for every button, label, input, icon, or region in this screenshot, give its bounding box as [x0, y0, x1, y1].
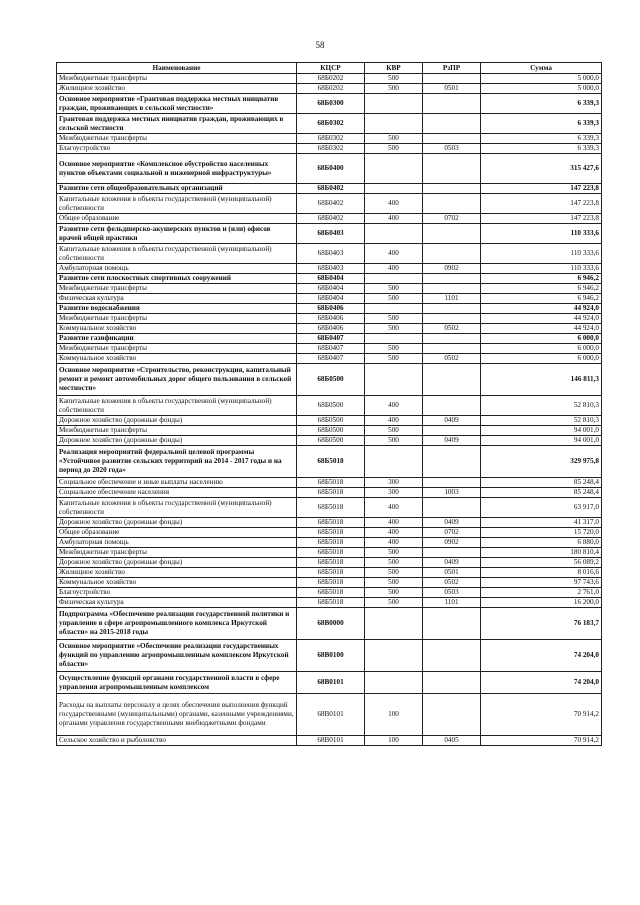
cell-kcsr: 68Б0500 — [297, 396, 365, 416]
cell-sum: 76 183,7 — [481, 608, 602, 640]
cell-kvr — [365, 640, 423, 672]
header-rzpr: РзПР — [423, 63, 481, 74]
cell-name: Амбулаторная помощь — [57, 264, 297, 274]
cell-sum: 6 946,2 — [481, 294, 602, 304]
cell-rzpr — [423, 396, 481, 416]
cell-name: Амбулаторная помощь — [57, 538, 297, 548]
cell-rzpr: 0501 — [423, 84, 481, 94]
cell-sum: 6 339,3 — [481, 114, 602, 134]
cell-name: Капитальные вложения в объекты государственной (муниципальной) собственности — [57, 194, 297, 214]
cell-rzpr — [423, 194, 481, 214]
cell-name: Межбюджетные трансферты — [57, 314, 297, 324]
cell-name: Развитие сети плоскостных спортивных сооружений — [57, 274, 297, 284]
cell-name: Развитие водоснабжения — [57, 304, 297, 314]
cell-kcsr: 68Б5018 — [297, 598, 365, 608]
cell-sum: 56 089,2 — [481, 558, 602, 568]
cell-kcsr: 68Б0404 — [297, 274, 365, 284]
cell-kcsr: 68Б5018 — [297, 558, 365, 568]
cell-name: Дорожное хозяйство (дорожные фонды) — [57, 416, 297, 426]
cell-rzpr: 1003 — [423, 488, 481, 498]
cell-name: Социальное обеспечение и иные выплаты населению — [57, 478, 297, 488]
cell-kvr — [365, 114, 423, 134]
cell-rzpr: 0409 — [423, 416, 481, 426]
cell-name: Жилищное хозяйство — [57, 84, 297, 94]
cell-sum: 44 924,0 — [481, 304, 602, 314]
cell-sum: 147 223,8 — [481, 184, 602, 194]
cell-kvr: 300 — [365, 478, 423, 488]
cell-sum: 329 975,8 — [481, 446, 602, 478]
cell-kvr: 500 — [365, 344, 423, 354]
cell-name: Капитальные вложения в объекты государственной (муниципальной) собственности — [57, 498, 297, 518]
cell-kcsr: 68Б5018 — [297, 578, 365, 588]
cell-name: Жилищное хозяйство — [57, 568, 297, 578]
cell-kcsr: 68Б0404 — [297, 294, 365, 304]
cell-kcsr: 68Б0406 — [297, 324, 365, 334]
cell-name: Физическая культура — [57, 598, 297, 608]
cell-rzpr: 0409 — [423, 436, 481, 446]
cell-kcsr: 68В0101 — [297, 736, 365, 746]
cell-sum: 5 000,0 — [481, 74, 602, 84]
cell-sum: 63 917,0 — [481, 498, 602, 518]
cell-rzpr — [423, 672, 481, 694]
cell-sum: 6 946,2 — [481, 284, 602, 294]
table-row — [57, 364, 602, 396]
cell-rzpr — [423, 134, 481, 144]
table-row — [57, 74, 602, 84]
cell-rzpr — [423, 284, 481, 294]
cell-kcsr: 68Б5018 — [297, 446, 365, 478]
table-row — [57, 694, 602, 736]
cell-sum: 52 810,3 — [481, 416, 602, 426]
cell-kvr — [365, 304, 423, 314]
cell-sum: 6 339,3 — [481, 144, 602, 154]
cell-name: Благоустройство — [57, 144, 297, 154]
cell-name: Развитие газификации — [57, 334, 297, 344]
cell-kcsr: 68Б0406 — [297, 304, 365, 314]
table-row — [57, 84, 602, 94]
cell-kvr — [365, 672, 423, 694]
table-row — [57, 274, 602, 284]
cell-rzpr — [423, 694, 481, 736]
table-row — [57, 436, 602, 446]
table-row — [57, 264, 602, 274]
cell-sum: 97 743,6 — [481, 578, 602, 588]
cell-name: Межбюджетные трансферты — [57, 426, 297, 436]
cell-name: Основное мероприятие «Комплексное обустройство населенных пунктов объектами социальной и инженерной инфраструктуры» — [57, 154, 297, 184]
cell-kvr — [365, 154, 423, 184]
cell-name: Коммунальное хозяйство — [57, 324, 297, 334]
cell-sum: 147 223,8 — [481, 214, 602, 224]
cell-name: Расходы на выплаты персоналу в целях обеспечения выполнения функций государственными (муниципальными) органами, казенными учреждениями, органами управления государственными внебюджетными фондами — [57, 694, 297, 736]
cell-rzpr — [423, 548, 481, 558]
cell-kvr: 500 — [365, 324, 423, 334]
cell-kcsr: 68Б0500 — [297, 364, 365, 396]
cell-sum: 70 914,2 — [481, 736, 602, 746]
cell-rzpr — [423, 74, 481, 84]
cell-rzpr — [423, 274, 481, 284]
cell-name: Сельское хозяйство и рыболовство — [57, 736, 297, 746]
table-row — [57, 194, 602, 214]
cell-kcsr: 68Б0407 — [297, 354, 365, 364]
table-row — [57, 144, 602, 154]
cell-name: Межбюджетные трансферты — [57, 284, 297, 294]
cell-kcsr: 68Б0202 — [297, 74, 365, 84]
cell-kcsr: 68Б5018 — [297, 498, 365, 518]
table-row — [57, 344, 602, 354]
page-number: 58 — [315, 40, 325, 50]
cell-name: Межбюджетные трансферты — [57, 74, 297, 84]
cell-kcsr: 68Б0300 — [297, 94, 365, 114]
cell-kvr: 400 — [365, 214, 423, 224]
cell-sum: 74 204,0 — [481, 672, 602, 694]
cell-rzpr: 0409 — [423, 518, 481, 528]
cell-kcsr: 68Б0403 — [297, 224, 365, 244]
cell-kvr: 100 — [365, 736, 423, 746]
cell-kvr: 500 — [365, 578, 423, 588]
cell-kvr: 500 — [365, 426, 423, 436]
table-row — [57, 446, 602, 478]
cell-kcsr: 68Б0400 — [297, 154, 365, 184]
cell-name: Благоустройство — [57, 588, 297, 598]
cell-rzpr: 0702 — [423, 214, 481, 224]
cell-name: Коммунальное хозяйство — [57, 578, 297, 588]
cell-kcsr: 68Б5018 — [297, 528, 365, 538]
table-row — [57, 488, 602, 498]
cell-sum: 2 761,0 — [481, 588, 602, 598]
table-row — [57, 736, 602, 746]
cell-sum: 110 333,6 — [481, 264, 602, 274]
table-row — [57, 478, 602, 488]
cell-kcsr: 68Б5018 — [297, 568, 365, 578]
cell-kvr — [365, 446, 423, 478]
cell-sum: 6 946,2 — [481, 274, 602, 284]
cell-rzpr — [423, 314, 481, 324]
cell-sum: 5 000,0 — [481, 84, 602, 94]
table-row — [57, 548, 602, 558]
cell-kcsr: 68Б0403 — [297, 244, 365, 264]
cell-kcsr: 68Б0302 — [297, 144, 365, 154]
cell-kcsr: 68Б0407 — [297, 334, 365, 344]
cell-rzpr: 0502 — [423, 578, 481, 588]
table-row — [57, 538, 602, 548]
table-row — [57, 426, 602, 436]
cell-sum: 8 016,6 — [481, 568, 602, 578]
cell-kvr: 500 — [365, 314, 423, 324]
cell-name: Социальное обеспечение населения — [57, 488, 297, 498]
cell-kvr — [365, 334, 423, 344]
cell-name: Грантовая поддержка местных инициатив граждан, проживающих в сельской местности — [57, 114, 297, 134]
cell-name: Основное мероприятие «Обеспечение реализации государственных функций по управлению агропромышленным комплексом Иркутской области» — [57, 640, 297, 672]
cell-kvr: 500 — [365, 144, 423, 154]
header-kcsr: КЦСР — [297, 63, 365, 74]
cell-kcsr: 68В0100 — [297, 640, 365, 672]
table-row — [57, 94, 602, 114]
cell-sum: 44 924,0 — [481, 314, 602, 324]
table-row — [57, 224, 602, 244]
cell-name: Развитие сети фельдшерско-акушерских пунктов и (или) офисов врачей общей практики — [57, 224, 297, 244]
cell-rzpr: 0902 — [423, 538, 481, 548]
cell-name: Осуществление функций органами государственной власти в сфере управления агропромышленным комплексом — [57, 672, 297, 694]
cell-kcsr: 68Б5018 — [297, 518, 365, 528]
cell-kcsr: 68Б0403 — [297, 264, 365, 274]
table-row — [57, 294, 602, 304]
cell-kvr: 400 — [365, 416, 423, 426]
cell-kvr: 400 — [365, 244, 423, 264]
cell-rzpr: 0405 — [423, 736, 481, 746]
cell-sum: 41 317,0 — [481, 518, 602, 528]
cell-sum: 94 001,0 — [481, 436, 602, 446]
table-row — [57, 498, 602, 518]
cell-name: Межбюджетные трансферты — [57, 134, 297, 144]
cell-sum: 6 339,3 — [481, 134, 602, 144]
cell-name: Капитальные вложения в объекты государственной (муниципальной) собственности — [57, 244, 297, 264]
table-row — [57, 214, 602, 224]
cell-kvr: 400 — [365, 396, 423, 416]
cell-kcsr: 68В0101 — [297, 672, 365, 694]
table-row — [57, 608, 602, 640]
cell-kcsr: 68Б0402 — [297, 214, 365, 224]
table-row — [57, 578, 602, 588]
cell-name: Общее образование — [57, 528, 297, 538]
cell-sum: 16 200,0 — [481, 598, 602, 608]
cell-rzpr — [423, 154, 481, 184]
table-row — [57, 354, 602, 364]
cell-kcsr: 68Б0500 — [297, 416, 365, 426]
cell-rzpr: 0502 — [423, 354, 481, 364]
cell-kvr — [365, 274, 423, 284]
cell-rzpr: 0503 — [423, 588, 481, 598]
cell-kcsr: 68Б5018 — [297, 538, 365, 548]
table-row — [57, 558, 602, 568]
cell-kcsr: 68Б0202 — [297, 84, 365, 94]
cell-rzpr: 0409 — [423, 558, 481, 568]
cell-rzpr: 1101 — [423, 294, 481, 304]
cell-sum: 146 811,3 — [481, 364, 602, 396]
cell-sum: 74 204,0 — [481, 640, 602, 672]
cell-rzpr — [423, 478, 481, 488]
table-row — [57, 244, 602, 264]
cell-kvr: 500 — [365, 84, 423, 94]
cell-name: Реализация мероприятий федеральной целевой программы «Устойчивое развитие сельских территорий на 2014 - 2017 годы и на период до 2020 года» — [57, 446, 297, 478]
table-row — [57, 396, 602, 416]
cell-sum: 6 000,0 — [481, 354, 602, 364]
cell-kcsr: 68Б0402 — [297, 194, 365, 214]
cell-kvr: 400 — [365, 518, 423, 528]
cell-kcsr: 68Б5018 — [297, 488, 365, 498]
cell-rzpr — [423, 224, 481, 244]
cell-kvr: 400 — [365, 538, 423, 548]
table-row — [57, 518, 602, 528]
cell-name: Коммунальное хозяйство — [57, 354, 297, 364]
cell-rzpr — [423, 446, 481, 478]
cell-kcsr: 68Б5018 — [297, 588, 365, 598]
cell-sum: 44 924,0 — [481, 324, 602, 334]
cell-kcsr: 68В0000 — [297, 608, 365, 640]
cell-rzpr: 0503 — [423, 144, 481, 154]
cell-sum: 6 339,3 — [481, 94, 602, 114]
table-row — [57, 184, 602, 194]
table-row — [57, 598, 602, 608]
table-row — [57, 640, 602, 672]
cell-kcsr: 68Б5018 — [297, 548, 365, 558]
cell-sum: 110 333,6 — [481, 244, 602, 264]
cell-kvr: 400 — [365, 498, 423, 518]
cell-name: Дорожное хозяйство (дорожные фонды) — [57, 436, 297, 446]
cell-sum: 85 248,4 — [481, 478, 602, 488]
cell-sum: 52 810,3 — [481, 396, 602, 416]
cell-sum: 6 880,0 — [481, 538, 602, 548]
cell-sum: 70 914,2 — [481, 694, 602, 736]
cell-name: Физическая культура — [57, 294, 297, 304]
cell-kcsr: 68Б0500 — [297, 426, 365, 436]
cell-kvr — [365, 94, 423, 114]
cell-rzpr — [423, 640, 481, 672]
cell-kvr: 400 — [365, 194, 423, 214]
cell-name: Основное мероприятие «Грантовая поддержка местных инициатив граждан, проживающих в сельской местности» — [57, 94, 297, 114]
cell-name: Подпрограмма «Обеспечение реализации государственной политики и управление в сфере агропромышленного комплекса Иркутской области» на 2015-2018 годы — [57, 608, 297, 640]
cell-kvr: 300 — [365, 488, 423, 498]
table-row — [57, 284, 602, 294]
cell-kvr: 500 — [365, 436, 423, 446]
cell-rzpr — [423, 304, 481, 314]
cell-rzpr: 0502 — [423, 324, 481, 334]
cell-kvr: 500 — [365, 598, 423, 608]
budget-table — [56, 62, 602, 746]
cell-name: Основное мероприятие «Строительство, реконструкция, капитальный ремонт и ремонт автомобильных дорог общего пользования в сельской местности» — [57, 364, 297, 396]
cell-sum: 6 000,0 — [481, 344, 602, 354]
cell-kvr: 500 — [365, 588, 423, 598]
table-row — [57, 134, 602, 144]
cell-kcsr: 68В0101 — [297, 694, 365, 736]
cell-rzpr — [423, 608, 481, 640]
table-row — [57, 588, 602, 598]
cell-rzpr: 0902 — [423, 264, 481, 274]
table-row — [57, 304, 602, 314]
cell-sum: 15 720,0 — [481, 528, 602, 538]
cell-kcsr: 68Б0404 — [297, 284, 365, 294]
cell-sum: 315 427,6 — [481, 154, 602, 184]
cell-kvr: 400 — [365, 264, 423, 274]
cell-kcsr: 68Б5018 — [297, 478, 365, 488]
cell-kvr — [365, 608, 423, 640]
cell-rzpr — [423, 334, 481, 344]
table-row — [57, 334, 602, 344]
cell-kcsr: 68Б0500 — [297, 436, 365, 446]
cell-kvr: 500 — [365, 74, 423, 84]
cell-kvr: 500 — [365, 284, 423, 294]
cell-kvr: 500 — [365, 354, 423, 364]
cell-kvr: 500 — [365, 558, 423, 568]
cell-rzpr: 0702 — [423, 528, 481, 538]
header-kvr: КВР — [365, 63, 423, 74]
cell-name: Дорожное хозяйство (дорожные фонды) — [57, 558, 297, 568]
cell-kcsr: 68Б0402 — [297, 184, 365, 194]
cell-name: Капитальные вложения в объекты государственной (муниципальной) собственности — [57, 396, 297, 416]
header-name: Наименование — [57, 63, 297, 74]
cell-rzpr — [423, 114, 481, 134]
table-row — [57, 324, 602, 334]
cell-kvr: 500 — [365, 294, 423, 304]
cell-kcsr: 68Б0406 — [297, 314, 365, 324]
table-row — [57, 528, 602, 538]
cell-sum: 180 810,4 — [481, 548, 602, 558]
cell-sum: 85 248,4 — [481, 488, 602, 498]
cell-rzpr — [423, 344, 481, 354]
cell-kcsr: 68Б0407 — [297, 344, 365, 354]
cell-kvr: 400 — [365, 528, 423, 538]
cell-kcsr: 68Б0302 — [297, 114, 365, 134]
cell-name: Развитие сети общеобразовательных организаций — [57, 184, 297, 194]
cell-rzpr — [423, 184, 481, 194]
cell-kvr — [365, 184, 423, 194]
cell-kvr: 500 — [365, 134, 423, 144]
cell-kvr — [365, 364, 423, 396]
table-row — [57, 568, 602, 578]
cell-sum: 6 000,0 — [481, 334, 602, 344]
cell-rzpr — [423, 244, 481, 264]
cell-sum: 147 223,8 — [481, 194, 602, 214]
cell-kvr: 100 — [365, 694, 423, 736]
cell-kvr: 500 — [365, 568, 423, 578]
table-row — [57, 314, 602, 324]
cell-rzpr — [423, 426, 481, 436]
cell-rzpr — [423, 498, 481, 518]
cell-kvr: 500 — [365, 548, 423, 558]
cell-kvr — [365, 224, 423, 244]
table-row — [57, 114, 602, 134]
cell-rzpr: 1101 — [423, 598, 481, 608]
cell-rzpr — [423, 94, 481, 114]
table-row — [57, 416, 602, 426]
cell-sum: 110 333,6 — [481, 224, 602, 244]
header-sum: Сумма — [481, 63, 602, 74]
cell-name: Дорожное хозяйство (дорожные фонды) — [57, 518, 297, 528]
cell-name: Межбюджетные трансферты — [57, 548, 297, 558]
cell-name: Межбюджетные трансферты — [57, 344, 297, 354]
cell-rzpr: 0501 — [423, 568, 481, 578]
table-row — [57, 672, 602, 694]
table-header-row — [57, 63, 602, 74]
table-row — [57, 154, 602, 184]
cell-sum: 94 001,0 — [481, 426, 602, 436]
cell-rzpr — [423, 364, 481, 396]
cell-kcsr: 68Б0302 — [297, 134, 365, 144]
cell-name: Общее образование — [57, 214, 297, 224]
